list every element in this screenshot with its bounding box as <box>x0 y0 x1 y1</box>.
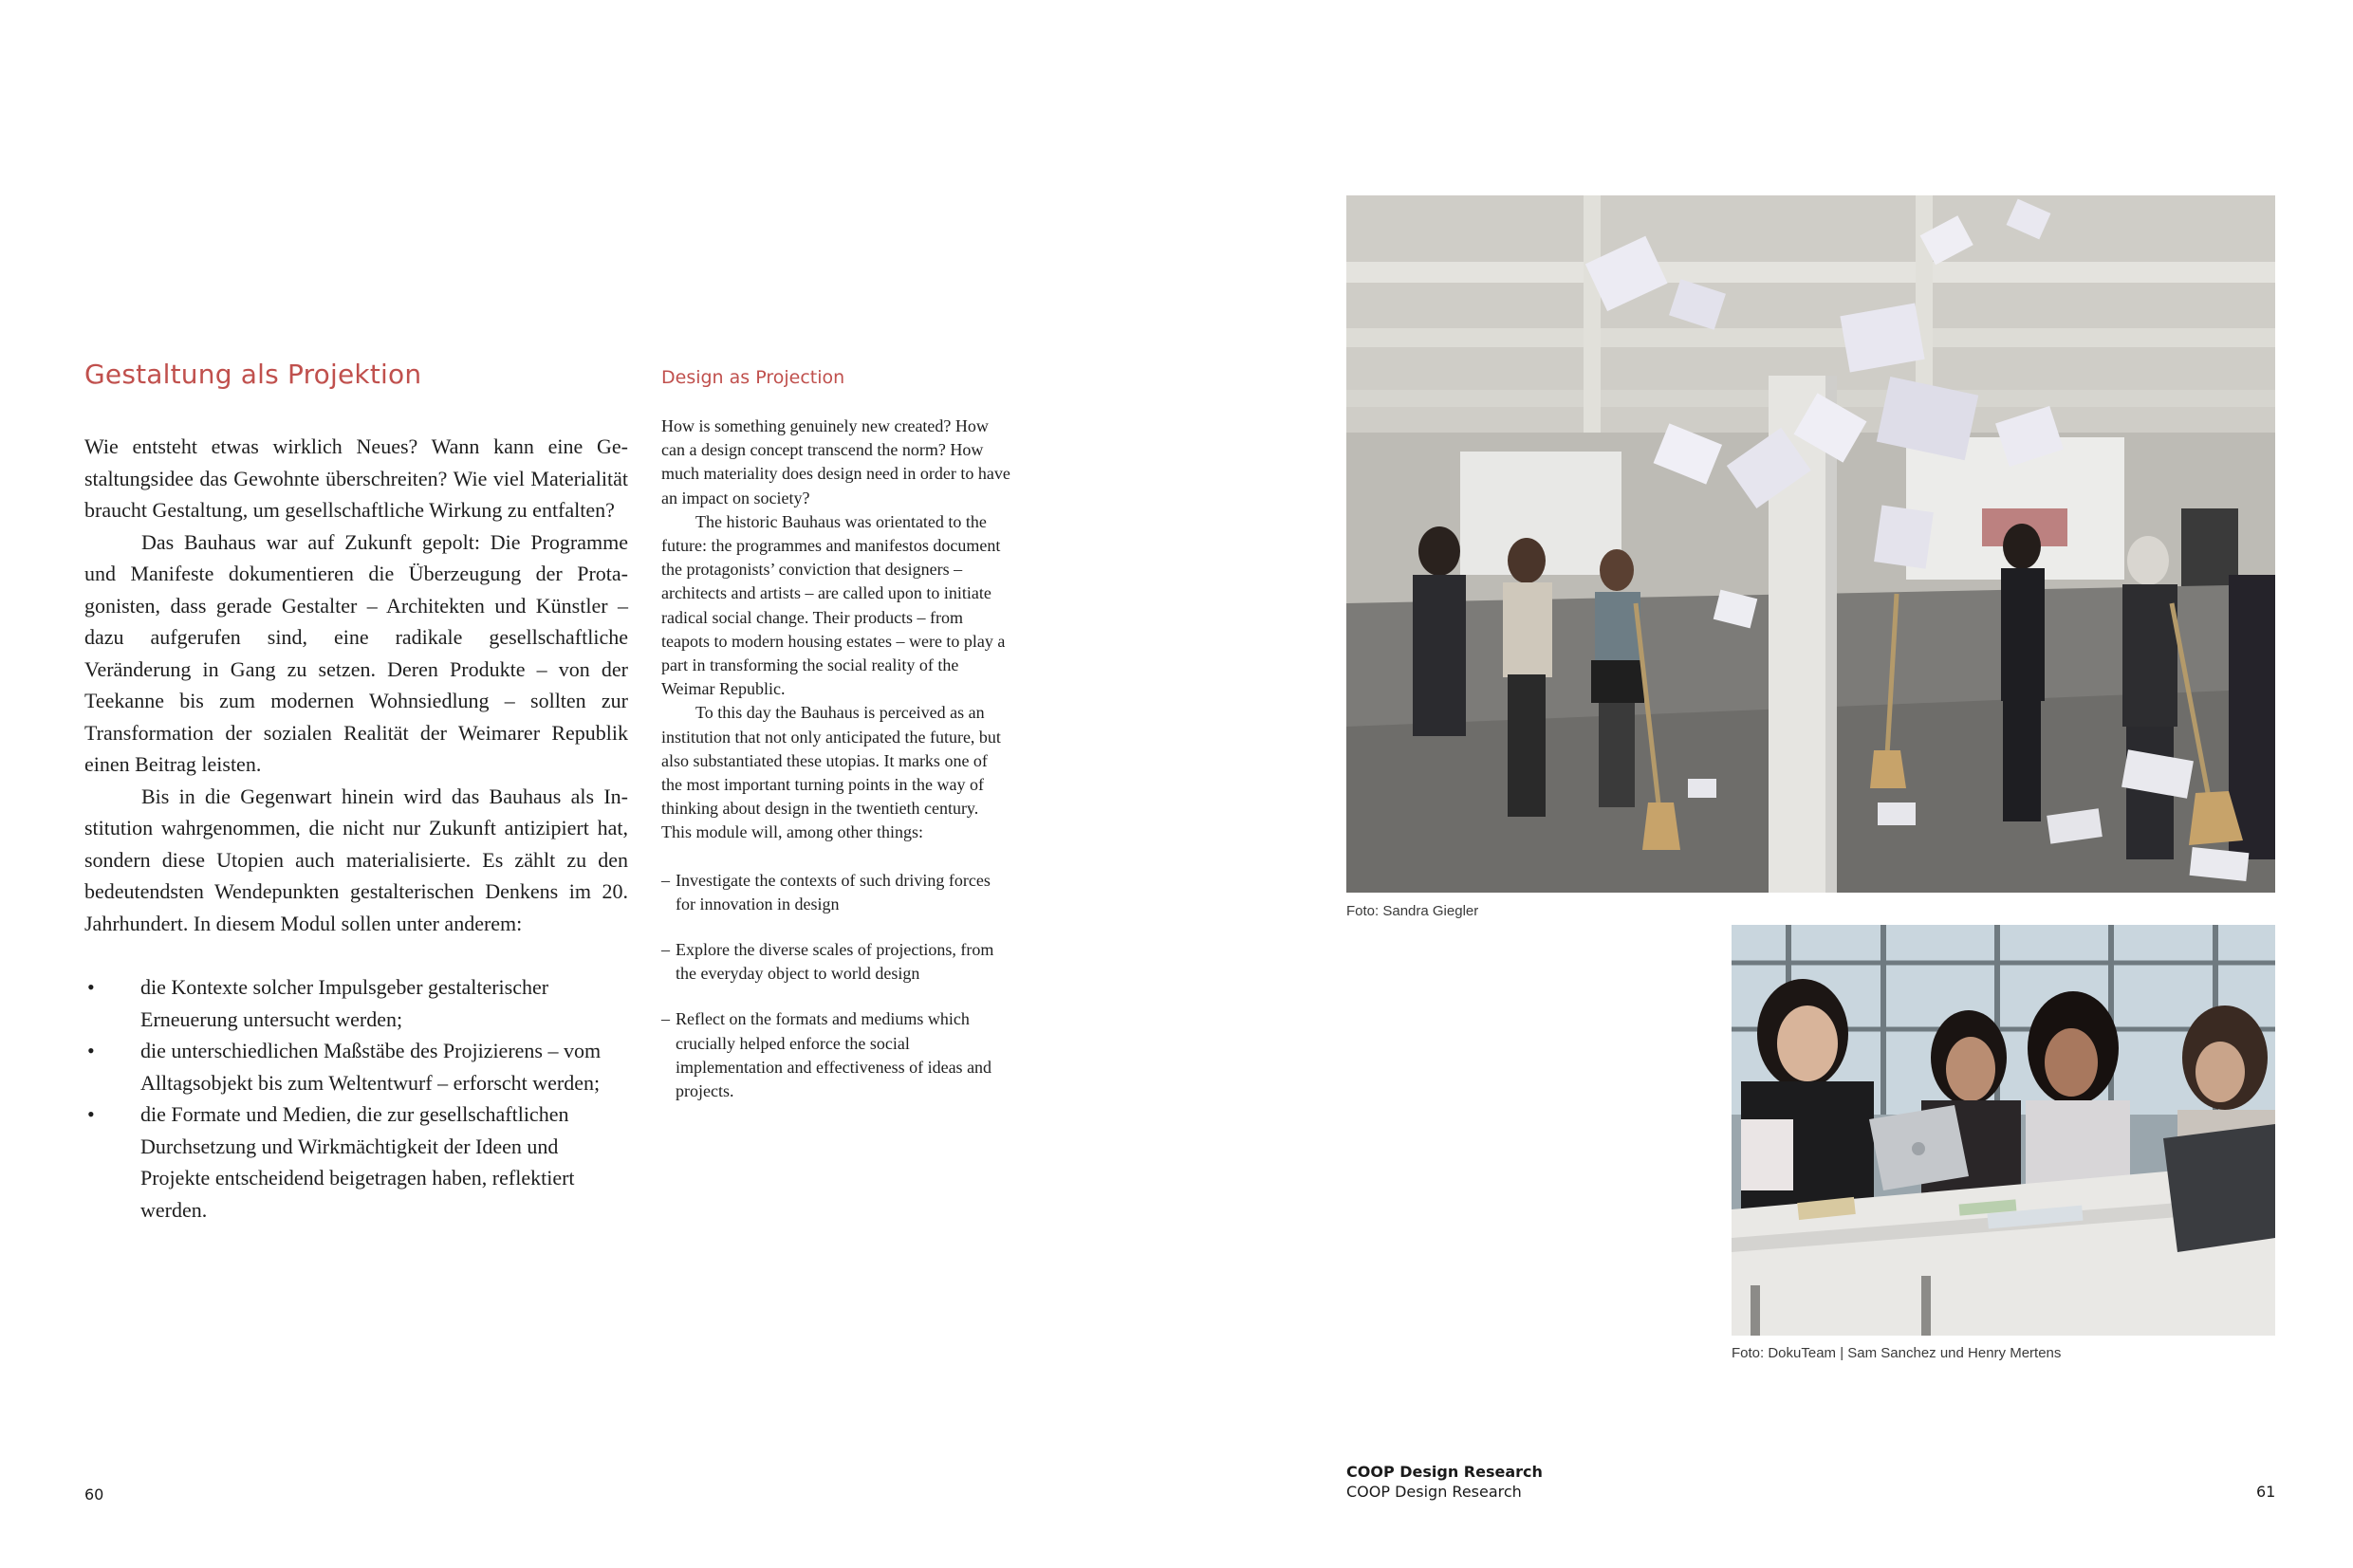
page-title-en: Design as Projection <box>661 367 845 388</box>
list-item-text: Explore the diverse scales of projections, from the everyday object to world design <box>676 940 994 984</box>
list-item-text: Investigate the contexts of such driving forces for innovation in design <box>676 870 991 913</box>
photo-caption-top: Foto: Sandra Giegler <box>1346 903 1479 919</box>
workshop-photo-illustration <box>1346 195 2275 893</box>
list-item <box>661 938 1012 986</box>
page-number-right: 61 <box>2256 1483 2276 1501</box>
german-text-column <box>84 431 628 1226</box>
list-item-text: Reflect on the formats and mediums which crucially helped enforce the social implementation and effectiveness of ideas and projects. <box>676 1009 992 1101</box>
list-item <box>661 869 1012 916</box>
bullet-icon: • <box>87 1039 95 1062</box>
list-item <box>84 1098 628 1226</box>
list-item <box>84 971 628 1035</box>
paragraph-en-3: To this day the Bauhaus is perceived as an institution that not only anticipated the future, but also substantiated these utopias. It marks one of the most important turning points in the way of thinking about design in the twentieth century. This module will, among other things: <box>661 703 1001 842</box>
paragraph-de-3: Bis in die Gegenwart hinein wird das Bauhaus als Institution wahrgenommen, die nicht nur Zukunft antizipiert hat, sondern diese Utopien auch materialisierte. Es zählt zu den bedeutendsten Wendepunkten gestalterischen Denkens im 20. Jahrhundert. In diesem Modul sollen unter anderem: <box>84 784 628 935</box>
paragraph-en-1: How is something genuinely new created? How can a design concept transcend the norm? How much materiality does design need in order to have an impact on society? <box>661 416 1010 507</box>
bullet-icon: • <box>87 975 95 999</box>
list-item <box>661 1007 1012 1103</box>
running-footer-title: COOP Design Research <box>1346 1463 1543 1481</box>
dash-icon: – <box>661 870 670 890</box>
list-item-text: die unterschiedlichen Maßstäbe des Projizierens – vom Alltagsobjekt bis zum Weltentwurf – erforscht werden; <box>140 1039 602 1095</box>
paragraph-de-1: Wie entsteht etwas wirklich Neues? Wann kann eine Gestaltungsidee das Gewohnte überschreiten? Wie viel Materialität braucht Gestaltung, um gesellschaftliche Wirkung zu entfalten? <box>84 434 628 522</box>
dash-icon: – <box>661 940 670 960</box>
bullet-list-en <box>661 869 1012 1104</box>
running-footer-subtitle: COOP Design Research <box>1346 1483 1522 1501</box>
photo-caption-bottom: Foto: DokuTeam | Sam Sanchez und Henry Mertens <box>1732 1345 2062 1361</box>
bullet-icon: • <box>87 1102 95 1126</box>
students-photo <box>1732 925 2275 1336</box>
paragraph-de-2: Das Bauhaus war auf Zukunft gepolt: Die Programme und Manifeste dokumentieren die Überzeugung der Protagonisten, dass gerade Gestalter – Architekten und Künstler – dazu aufgerufen sind, eine radikale gesellschaftliche Veränderung in Gang zu setzen. Deren Produkte – von der Teekanne bis zum modernen Wohnsiedlung – sollten zur Transformation der sozialen Realität der Weimarer Republik einen Beitrag leisten. <box>84 529 628 776</box>
page-number-left: 60 <box>84 1485 104 1503</box>
list-item-text: die Formate und Medien, die zur gesellschaftlichen Durchsetzung und Wirkmächtigkeit der Ideen und Projekte entscheidend beigetragen haben, reflektiert werden. <box>140 1102 575 1222</box>
students-photo-illustration <box>1732 925 2275 1336</box>
bullet-list-de <box>84 971 628 1226</box>
english-text-column <box>661 415 1012 1125</box>
list-item <box>84 1035 628 1098</box>
list-item-text: die Kontexte solcher Impulsgeber gestalterischer Erneuerung untersucht werden; <box>140 975 549 1031</box>
paragraph-en-2: The historic Bauhaus was orientated to the future: the programmes and manifestos document the protagonists’ conviction that designers – architects and artists – are called upon to initiate radical social change. Their products – from teapots to modern housing estates – were to play a part in transforming the social reality of the Weimar Republic. <box>661 511 1006 699</box>
dash-icon: – <box>661 1009 670 1029</box>
page-title-de: Gestaltung als Projektion <box>84 359 422 390</box>
workshop-photo <box>1346 195 2275 893</box>
